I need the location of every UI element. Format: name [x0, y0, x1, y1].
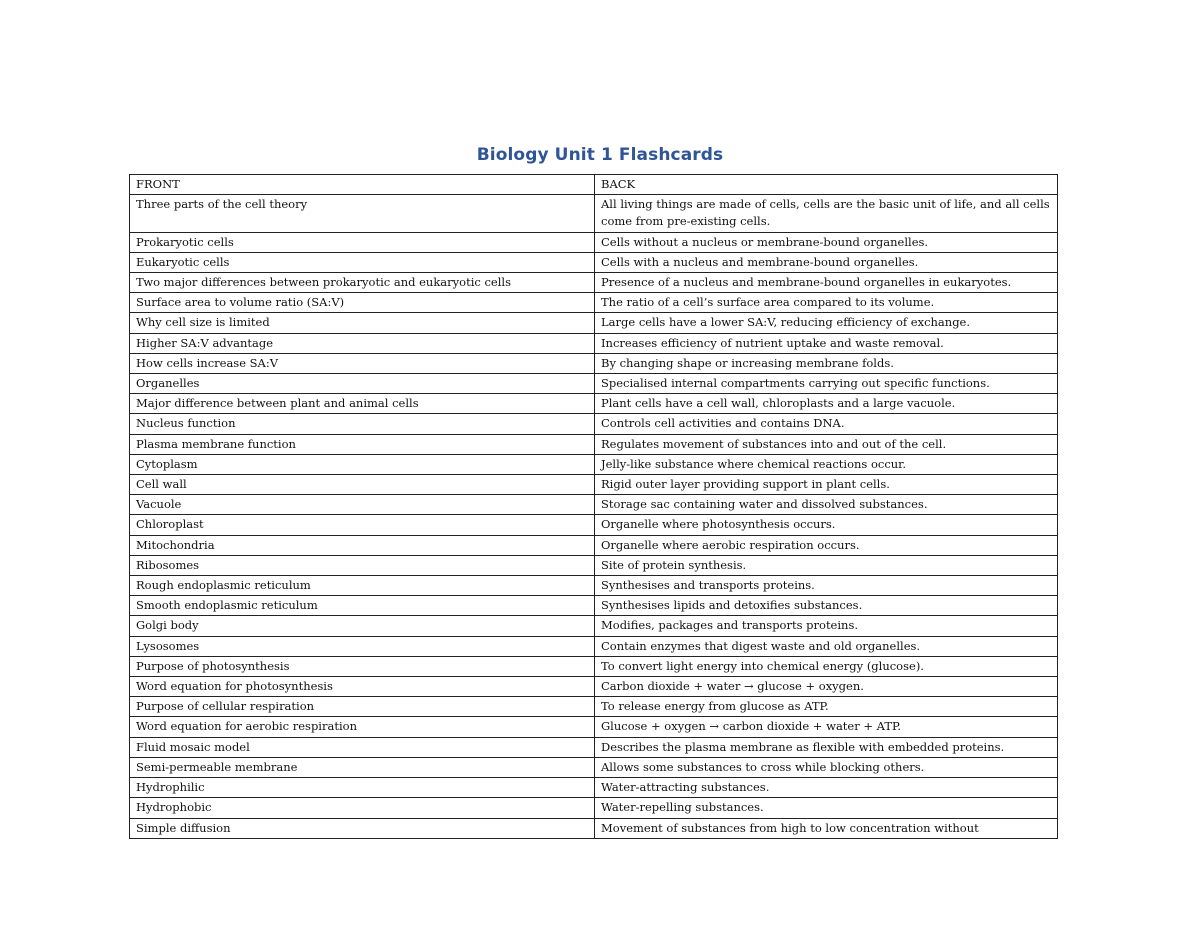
table-row	[130, 434, 1058, 454]
front-cell: Three parts of the cell theory	[130, 195, 595, 232]
front-cell: Major difference between plant and animal cells	[130, 394, 595, 414]
back-cell: Rigid outer layer providing support in plant cells.	[595, 475, 1058, 495]
header-front: FRONT	[130, 175, 595, 195]
back-cell: Increases efficiency of nutrient uptake and waste removal.	[595, 333, 1058, 353]
table-row	[130, 414, 1058, 434]
front-cell: Word equation for aerobic respiration	[130, 717, 595, 737]
table-row	[130, 535, 1058, 555]
front-cell: Mitochondria	[130, 535, 595, 555]
back-cell: Presence of a nucleus and membrane-bound organelles in eukaryotes.	[595, 273, 1058, 293]
back-cell: Plant cells have a cell wall, chloroplasts and a large vacuole.	[595, 394, 1058, 414]
front-cell: Purpose of photosynthesis	[130, 656, 595, 676]
table-row	[130, 757, 1058, 777]
back-cell: Site of protein synthesis.	[595, 555, 1058, 575]
back-cell: To release energy from glucose as ATP.	[595, 697, 1058, 717]
front-cell: Higher SA:V advantage	[130, 333, 595, 353]
front-cell: Vacuole	[130, 495, 595, 515]
back-cell: By changing shape or increasing membrane folds.	[595, 353, 1058, 373]
front-cell: Purpose of cellular respiration	[130, 697, 595, 717]
table-row	[130, 313, 1058, 333]
table-row	[130, 677, 1058, 697]
front-cell: Word equation for photosynthesis	[130, 677, 595, 697]
table-row	[130, 353, 1058, 373]
back-cell: Modifies, packages and transports proteins.	[595, 616, 1058, 636]
back-cell: Cells without a nucleus or membrane-bound organelles.	[595, 232, 1058, 252]
front-cell: How cells increase SA:V	[130, 353, 595, 373]
table-row	[130, 333, 1058, 353]
back-cell: Describes the plasma membrane as flexible with embedded proteins.	[595, 737, 1058, 757]
front-cell: Ribosomes	[130, 555, 595, 575]
front-cell: Cytoplasm	[130, 454, 595, 474]
back-cell: Carbon dioxide + water → glucose + oxygen.	[595, 677, 1058, 697]
back-cell: Movement of substances from high to low concentration without	[595, 818, 1058, 838]
table-row	[130, 252, 1058, 272]
table-row	[130, 515, 1058, 535]
front-cell: Cell wall	[130, 475, 595, 495]
back-cell: Regulates movement of substances into and out of the cell.	[595, 434, 1058, 454]
back-cell: Water-attracting substances.	[595, 778, 1058, 798]
back-cell: Cells with a nucleus and membrane-bound organelles.	[595, 252, 1058, 272]
table-row	[130, 232, 1058, 252]
back-cell: Glucose + oxygen → carbon dioxide + water + ATP.	[595, 717, 1058, 737]
front-cell: Why cell size is limited	[130, 313, 595, 333]
back-cell: Organelle where aerobic respiration occurs.	[595, 535, 1058, 555]
table-row	[130, 778, 1058, 798]
back-cell: To convert light energy into chemical energy (glucose).	[595, 656, 1058, 676]
back-cell: Specialised internal compartments carrying out specific functions.	[595, 374, 1058, 394]
front-cell: Fluid mosaic model	[130, 737, 595, 757]
table-row	[130, 454, 1058, 474]
front-cell: Eukaryotic cells	[130, 252, 595, 272]
front-cell: Organelles	[130, 374, 595, 394]
table-row	[130, 596, 1058, 616]
front-cell: Chloroplast	[130, 515, 595, 535]
table-header-row	[130, 175, 1058, 195]
table-row	[130, 798, 1058, 818]
table-row	[130, 555, 1058, 575]
back-cell: Jelly-like substance where chemical reactions occur.	[595, 454, 1058, 474]
table-row	[130, 616, 1058, 636]
table-row	[130, 717, 1058, 737]
table-row	[130, 475, 1058, 495]
front-cell: Lysosomes	[130, 636, 595, 656]
table-row	[130, 293, 1058, 313]
back-cell: Synthesises lipids and detoxifies substances.	[595, 596, 1058, 616]
front-cell: Hydrophilic	[130, 778, 595, 798]
front-cell: Two major differences between prokaryotic and eukaryotic cells	[130, 273, 595, 293]
table-row	[130, 576, 1058, 596]
table-row	[130, 273, 1058, 293]
back-cell: Storage sac containing water and dissolved substances.	[595, 495, 1058, 515]
front-cell: Plasma membrane function	[130, 434, 595, 454]
table-row	[130, 636, 1058, 656]
table-row	[130, 374, 1058, 394]
back-cell: The ratio of a cell’s surface area compared to its volume.	[595, 293, 1058, 313]
table-row	[130, 656, 1058, 676]
table-row	[130, 737, 1058, 757]
table-row	[130, 394, 1058, 414]
back-cell: Controls cell activities and contains DNA.	[595, 414, 1058, 434]
back-cell: Synthesises and transports proteins.	[595, 576, 1058, 596]
table-row	[130, 495, 1058, 515]
front-cell: Rough endoplasmic reticulum	[130, 576, 595, 596]
table-row	[130, 697, 1058, 717]
table-row	[130, 818, 1058, 838]
back-cell: Large cells have a lower SA:V, reducing efficiency of exchange.	[595, 313, 1058, 333]
back-cell: All living things are made of cells, cells are the basic unit of life, and all cells come from pre-existing cells.	[595, 195, 1058, 232]
flashcard-table	[129, 174, 1058, 839]
table-row	[130, 195, 1058, 232]
header-back: BACK	[595, 175, 1058, 195]
front-cell: Semi-permeable membrane	[130, 757, 595, 777]
front-cell: Smooth endoplasmic reticulum	[130, 596, 595, 616]
front-cell: Simple diffusion	[130, 818, 595, 838]
front-cell: Surface area to volume ratio (SA:V)	[130, 293, 595, 313]
back-cell: Contain enzymes that digest waste and old organelles.	[595, 636, 1058, 656]
flashcard-table-body	[130, 175, 1058, 839]
front-cell: Golgi body	[130, 616, 595, 636]
back-cell: Organelle where photosynthesis occurs.	[595, 515, 1058, 535]
front-cell: Nucleus function	[130, 414, 595, 434]
front-cell: Prokaryotic cells	[130, 232, 595, 252]
page-title: Biology Unit 1 Flashcards	[476, 145, 724, 165]
front-cell: Hydrophobic	[130, 798, 595, 818]
back-cell: Allows some substances to cross while blocking others.	[595, 757, 1058, 777]
back-cell: Water-repelling substances.	[595, 798, 1058, 818]
